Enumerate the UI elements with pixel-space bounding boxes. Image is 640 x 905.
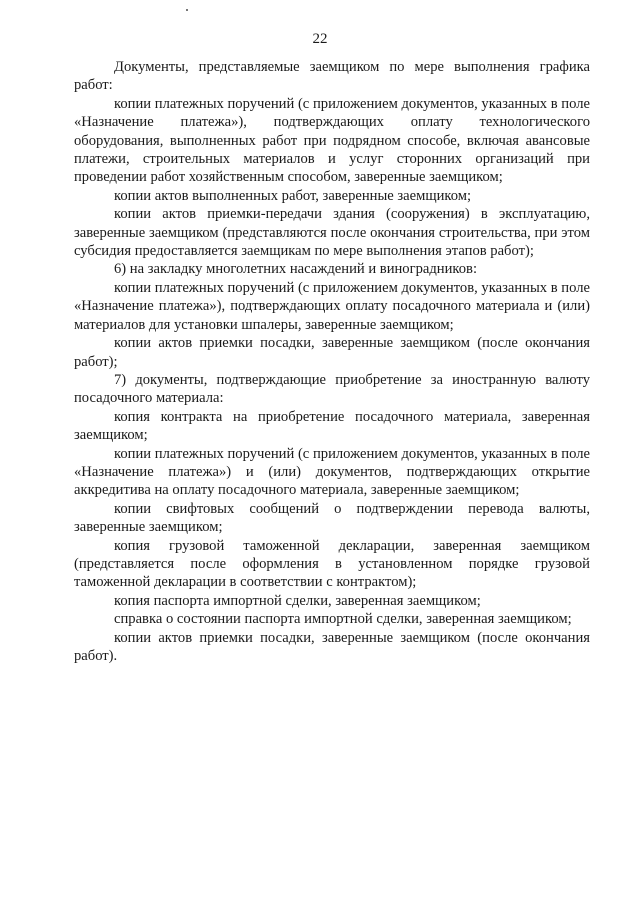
paragraph: копии актов приемки посадки, заверенные заемщиком (после окончания работ); bbox=[74, 335, 590, 370]
paragraph: копия паспорта импортной сделки, заверенная заемщиком; bbox=[114, 592, 481, 609]
paragraph: копии платежных поручений (с приложением документов, указанных в поле «Назначение платежа») и (или) документов, подтверждающих открытие аккредитива на оплату посадочного материала, заверенные заемщиком; bbox=[74, 445, 590, 499]
document-body bbox=[74, 58, 590, 665]
page-number: 22 bbox=[312, 31, 328, 47]
paragraph: копии актов выполненных работ, заверенные заемщиком; bbox=[114, 187, 472, 204]
paragraph: копии актов приемки-передачи здания (сооружения) в эксплуатацию, заверенные заемщиком (представляются после окончания строительства, при этом субсидия предоставляется заемщикам по мере выполнения этапов работ); bbox=[74, 206, 590, 260]
paragraph-item-7: 7) документы, подтверждающие приобретение за иностранную валюту посадочного материала: bbox=[74, 371, 590, 407]
paragraph-intro: Документы, представляемые заемщиком по мере выполнения графика работ: bbox=[74, 59, 590, 94]
paragraph: копия контракта на приобретение посадочного материала, заверенная заемщиком; bbox=[74, 408, 590, 444]
paragraph: копии свифтовых сообщений о подтверждении перевода валюты, заверенные заемщиком; bbox=[74, 500, 590, 536]
paragraph: копии актов приемки посадки, заверенные заемщиком (после окончания работ). bbox=[74, 629, 590, 664]
paragraph: копии платежных поручений (с приложением документов, указанных в поле «Назначение платежа»), подтверждающих оплату технологического оборудования, выполненных работ при подрядном способе, включая авансовые платежи, строительных материалов и услуг сторонних организаций при проведении работ хозяйственным способом, заверенные заемщиком; bbox=[74, 95, 590, 186]
paragraph: копия грузовой таможенной декларации, заверенная заемщиком (представляется после оформления в установленном порядке грузовой таможенной декларации в соответствии с контрактом); bbox=[74, 537, 590, 591]
paragraph: справка о состоянии паспорта импортной сделки, заверенная заемщиком; bbox=[114, 611, 572, 628]
scan-speck bbox=[186, 9, 188, 11]
paragraph: копии платежных поручений (с приложением документов, указанных в поле «Назначение платежа»), подтверждающих оплату посадочного материала и (или) материалов для установки шпалеры, заверенные заемщиком; bbox=[74, 279, 590, 333]
paragraph-item-6: 6) на закладку многолетних насаждений и виноградников: bbox=[114, 261, 478, 278]
